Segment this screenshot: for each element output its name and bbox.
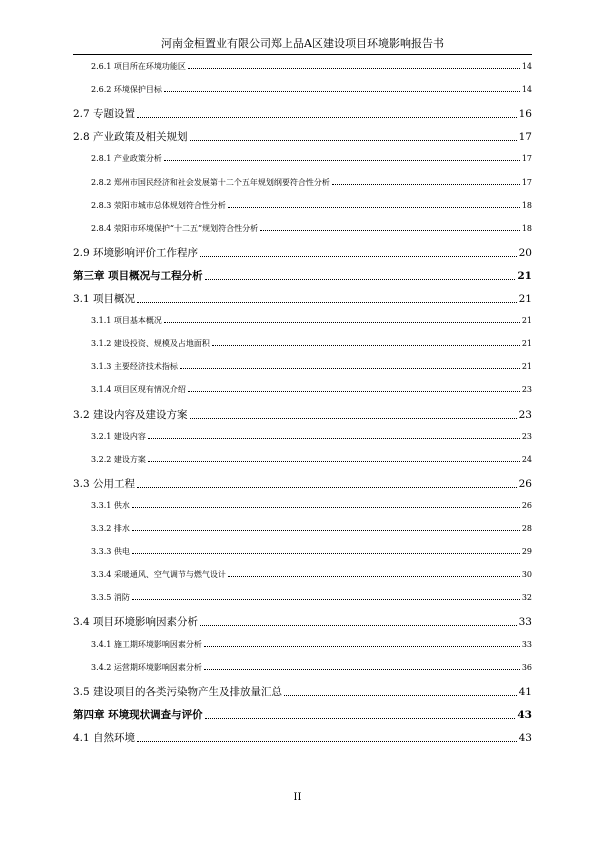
toc-dot-leader xyxy=(332,184,520,185)
toc-entry[interactable] xyxy=(73,339,532,349)
toc-entry-label: 2.6.1 项目所在环境功能区 xyxy=(91,62,186,71)
toc-dot-leader xyxy=(137,117,517,118)
toc-entry-page: 33 xyxy=(521,639,532,649)
toc-dot-leader xyxy=(228,576,520,577)
toc-entry[interactable] xyxy=(73,732,532,745)
toc-entry-page: 21 xyxy=(521,339,532,349)
toc-entry-page: 17 xyxy=(521,177,532,187)
toc-entry[interactable] xyxy=(73,247,532,260)
toc-entry-label: 2.8.1 产业政策分析 xyxy=(91,154,162,164)
toc-entry[interactable] xyxy=(73,178,532,188)
toc-entry[interactable] xyxy=(73,686,532,699)
toc-dot-leader xyxy=(205,718,516,719)
toc-entry[interactable] xyxy=(73,385,532,395)
toc-entry-label: 2.8.3 荥阳市城市总体规划符合性分析 xyxy=(91,200,226,210)
toc-entry-page: 33 xyxy=(518,616,532,629)
toc-entry-label: 3.2.2 建设方案 xyxy=(91,454,146,464)
toc-dot-leader xyxy=(204,646,520,647)
page-footer xyxy=(0,792,595,803)
header-title: 河南金桓置业有限公司郑上品A区建设项目环境影响报告书 xyxy=(161,37,444,50)
toc-entry[interactable] xyxy=(73,501,532,511)
toc-entry-label: 3.3.2 排水 xyxy=(91,524,130,533)
toc-entry-page: 14 xyxy=(521,85,532,95)
toc-dot-leader xyxy=(188,391,520,392)
toc-entry[interactable] xyxy=(73,570,532,580)
toc-entry-page: 20 xyxy=(518,246,532,259)
toc-dot-leader xyxy=(205,279,516,280)
toc-entry-label: 3.4 项目环境影响因素分析 xyxy=(73,616,199,629)
toc-entry[interactable] xyxy=(73,316,532,326)
toc-entry-page: 26 xyxy=(518,477,532,490)
running-header xyxy=(73,36,532,55)
toc-entry[interactable] xyxy=(73,154,532,164)
toc-dot-leader xyxy=(164,91,520,92)
toc-dot-leader xyxy=(228,207,520,208)
toc-entry-label: 3.2 建设内容及建设方案 xyxy=(73,408,188,421)
toc-entry-label: 3.3.5 消防 xyxy=(91,593,130,603)
toc-entry-label: 2.8.2 郑州市国民经济和社会发展第十二个五年规划纲要符合性分析 xyxy=(91,177,330,187)
toc-entry-page: 21 xyxy=(517,269,532,282)
toc-entry[interactable] xyxy=(73,270,532,283)
toc-entry[interactable] xyxy=(73,62,532,72)
toc-dot-leader xyxy=(148,438,520,439)
toc-entry-label: 3.5 建设项目的各类污染物产生及排放量汇总 xyxy=(73,685,283,698)
toc-entry[interactable] xyxy=(73,455,532,465)
toc-entry-label: 2.8 产业政策及相关规划 xyxy=(73,131,188,144)
toc-entry-label: 3.1.4 项目区现有情况介绍 xyxy=(91,385,186,395)
toc-entry[interactable] xyxy=(73,362,532,372)
toc-dot-leader xyxy=(164,160,520,161)
toc-entry-label: 3.3.3 供电 xyxy=(91,547,130,557)
toc-entry[interactable] xyxy=(73,478,532,491)
toc-entry-page: 23 xyxy=(518,408,532,421)
toc-entry-label: 2.6.2 环境保护目标 xyxy=(91,85,162,95)
toc-entry-page: 14 xyxy=(521,62,532,71)
toc-entry-page: 28 xyxy=(521,524,532,533)
toc-dot-leader xyxy=(188,68,520,69)
toc-dot-leader xyxy=(212,345,520,346)
toc-entry-label: 3.1 项目概况 xyxy=(73,293,136,305)
toc-dot-leader xyxy=(200,625,517,626)
toc-entry[interactable] xyxy=(73,409,532,422)
toc-entry-page: 21 xyxy=(518,293,532,305)
toc-entry-page: 23 xyxy=(521,385,532,395)
toc-dot-leader xyxy=(137,302,517,303)
toc-entry-page: 43 xyxy=(517,708,532,721)
toc-entry-page: 36 xyxy=(521,662,532,672)
toc-dot-leader xyxy=(132,507,520,508)
toc-dot-leader xyxy=(132,553,520,554)
toc-entry-label: 3.4.1 施工期环境影响因素分析 xyxy=(91,639,202,649)
toc-entry-label: 3.4.2 运营期环境影响因素分析 xyxy=(91,662,202,672)
toc-dot-leader xyxy=(148,461,520,462)
toc-entry-label: 3.3.1 供水 xyxy=(91,500,130,510)
toc-entry[interactable] xyxy=(73,108,532,121)
toc-entry[interactable] xyxy=(73,524,532,534)
toc-entry-page: 16 xyxy=(518,108,532,121)
toc-entry[interactable] xyxy=(73,663,532,673)
toc-entry-page: 23 xyxy=(521,431,532,441)
toc-entry-page: 21 xyxy=(521,362,532,372)
toc-entry-page: 30 xyxy=(521,570,532,580)
toc-entry[interactable] xyxy=(73,131,532,144)
toc-entry[interactable] xyxy=(73,224,532,234)
toc-entry-page: 32 xyxy=(521,593,532,603)
toc-entry-label: 3.1.1 项目基本概况 xyxy=(91,316,162,326)
toc-entry-page: 17 xyxy=(521,154,532,164)
toc-entry-label: 2.7 专题设置 xyxy=(73,108,136,121)
toc-entry[interactable] xyxy=(73,201,532,211)
toc-entry-label: 第四章 环境现状调查与评价 xyxy=(73,708,203,721)
toc-dot-leader xyxy=(164,322,520,323)
toc-entry-label: 3.3 公用工程 xyxy=(73,477,136,490)
toc-dot-leader xyxy=(190,140,517,141)
toc-entry-page: 21 xyxy=(521,316,532,326)
toc-entry-page: 24 xyxy=(521,454,532,464)
toc-entry-page: 26 xyxy=(521,500,532,510)
toc-dot-leader xyxy=(132,599,520,600)
toc-entry[interactable] xyxy=(73,293,532,306)
toc-entry-page: 18 xyxy=(521,223,532,233)
toc-dot-leader xyxy=(180,368,520,369)
toc-dot-leader xyxy=(132,530,520,531)
toc-entry-label: 2.8.4 荥阳市环境保护“十二五”规划符合性分析 xyxy=(91,223,259,233)
toc-dot-leader xyxy=(137,487,517,488)
toc-dot-leader xyxy=(137,741,517,742)
toc-entry-label: 3.2.1 建设内容 xyxy=(91,431,146,441)
toc-dot-leader xyxy=(190,418,517,419)
toc-entry-label: 3.3.4 采暖通风、空气调节与燃气设计 xyxy=(91,570,226,580)
toc-dot-leader xyxy=(204,669,520,670)
toc-entry[interactable] xyxy=(73,85,532,95)
toc-entry-label: 4.1 自然环境 xyxy=(73,731,136,744)
toc-entry-page: 29 xyxy=(521,547,532,557)
page-number: II xyxy=(293,792,302,803)
toc-entry-page: 17 xyxy=(518,131,532,144)
toc-entry-label: 3.1.2 建设投资、规模及占地面积 xyxy=(91,339,210,349)
toc-entry-label: 第三章 项目概况与工程分析 xyxy=(73,269,203,282)
toc-dot-leader xyxy=(260,230,520,231)
toc-entry[interactable] xyxy=(73,616,532,629)
toc-dot-leader xyxy=(200,256,517,257)
toc-dot-leader xyxy=(284,695,517,696)
toc-entry-label: 2.9 环境影响评价工作程序 xyxy=(73,246,199,259)
toc-entry[interactable] xyxy=(73,547,532,557)
toc-entry-page: 18 xyxy=(521,200,532,210)
toc-entry-label: 3.1.3 主要经济技术指标 xyxy=(91,362,178,372)
toc-entry[interactable] xyxy=(73,640,532,650)
toc-entry[interactable] xyxy=(73,432,532,442)
toc-entry-page: 41 xyxy=(518,685,532,698)
toc-entry[interactable] xyxy=(73,593,532,603)
toc-entry[interactable] xyxy=(73,709,532,722)
toc-entry-page: 43 xyxy=(518,731,532,744)
